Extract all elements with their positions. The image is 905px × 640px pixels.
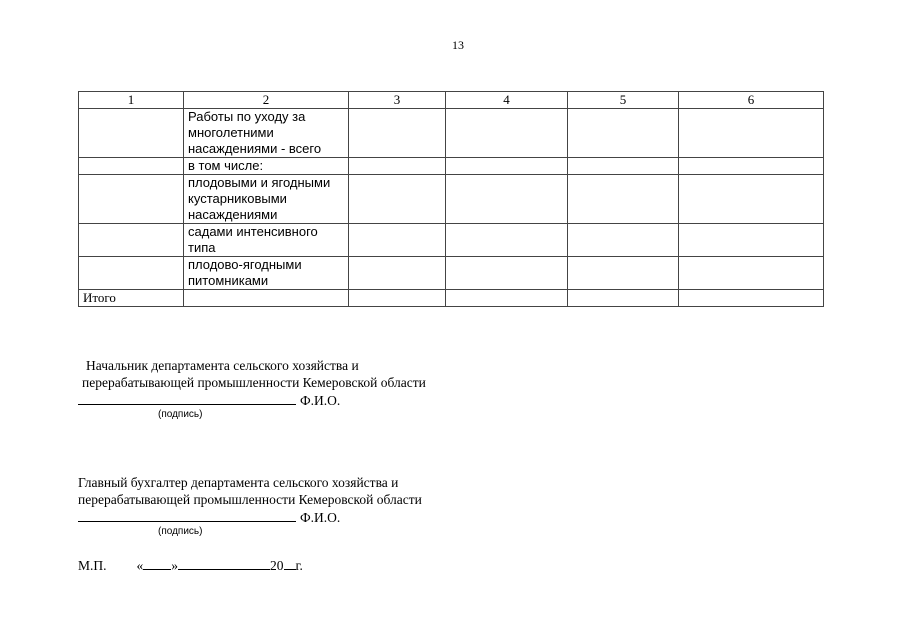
quote-open: « (136, 558, 144, 573)
table-cell-work-type (184, 109, 349, 158)
table-cell (679, 158, 824, 175)
year-suffix: г. (295, 558, 303, 573)
column-header-2: 2 (184, 92, 349, 109)
cell-line: садами интенсивного (188, 224, 318, 239)
table-row (79, 175, 824, 224)
signature-caption: (подпись) (158, 409, 203, 420)
cell-line: плодовыми и ягодными (188, 175, 331, 190)
page-number: 13 (452, 38, 464, 52)
signature-underline (78, 508, 296, 522)
column-header-1: 1 (79, 92, 184, 109)
table-cell (446, 224, 568, 257)
signature-block-accountant (78, 474, 422, 508)
stamp-label: М.П. (78, 558, 107, 573)
table-cell (349, 257, 446, 290)
table-cell (349, 109, 446, 158)
table-header-row (79, 92, 824, 109)
stamp-date-line (78, 557, 303, 574)
table-cell (679, 175, 824, 224)
table-cell (568, 109, 679, 158)
column-header-3: 3 (349, 92, 446, 109)
quote-close: » (171, 558, 179, 573)
table-cell (568, 158, 679, 175)
table-cell-work-type (184, 158, 349, 175)
table-total-row (79, 290, 824, 307)
signature-underline (78, 391, 296, 405)
table-cell-work-type (184, 257, 349, 290)
table-cell (568, 175, 679, 224)
signer-title-line2: перерабатывающей промышленности Кемеровской области (82, 375, 426, 390)
table-cell (79, 158, 184, 175)
cell-line: кустарниковыми (188, 191, 287, 206)
cell-line: в том числе: (188, 158, 264, 173)
signer-title-line1: Начальник департамента сельского хозяйства и (86, 358, 359, 373)
signature-block-head-line2 (82, 374, 426, 391)
month-blank (178, 557, 270, 570)
table-cell (568, 290, 679, 307)
table-cell-work-type (184, 224, 349, 257)
table-cell (679, 290, 824, 307)
year-blank (284, 557, 296, 570)
table-cell (79, 175, 184, 224)
signature-line-head (78, 391, 340, 409)
table-cell (679, 224, 824, 257)
signer-title-line1: Главный бухгалтер департамента сельского хозяйства и (78, 475, 399, 490)
table-cell (349, 224, 446, 257)
table-cell (446, 257, 568, 290)
year-prefix: 20 (270, 558, 284, 573)
table-cell (679, 109, 824, 158)
table-cell (349, 290, 446, 307)
column-header-6: 6 (679, 92, 824, 109)
table-cell (349, 175, 446, 224)
cell-line: плодово-ягодными (188, 257, 302, 272)
total-label: Итого (79, 290, 184, 307)
signature-block-head (86, 357, 359, 374)
table-cell (79, 109, 184, 158)
cell-line: насаждениями (188, 207, 278, 222)
name-label: Ф.И.О. (300, 393, 341, 408)
signature-caption: (подпись) (158, 526, 203, 537)
name-label: Ф.И.О. (300, 510, 341, 525)
table-row (79, 158, 824, 175)
table-cell (568, 224, 679, 257)
column-header-5: 5 (568, 92, 679, 109)
table-cell (349, 158, 446, 175)
cell-line: насаждениями - всего (188, 141, 322, 156)
table-row (79, 257, 824, 290)
column-header-4: 4 (446, 92, 568, 109)
day-blank (143, 557, 171, 570)
table-cell (79, 257, 184, 290)
signer-title-line2: перерабатывающей промышленности Кемеровской области (78, 492, 422, 507)
cell-line: Работы по уходу за (188, 109, 306, 124)
table-row (79, 224, 824, 257)
cell-line: питомниками (188, 273, 269, 288)
report-table (78, 91, 824, 307)
table-cell (446, 109, 568, 158)
table-row (79, 109, 824, 158)
table-cell (79, 224, 184, 257)
signature-line-accountant (78, 508, 340, 526)
cell-line: многолетними (188, 125, 274, 140)
table-cell (184, 290, 349, 307)
cell-line: типа (188, 240, 216, 255)
table-cell (568, 257, 679, 290)
table-cell (446, 290, 568, 307)
table-cell-work-type (184, 175, 349, 224)
table-cell (446, 175, 568, 224)
table-cell (446, 158, 568, 175)
table-cell (679, 257, 824, 290)
